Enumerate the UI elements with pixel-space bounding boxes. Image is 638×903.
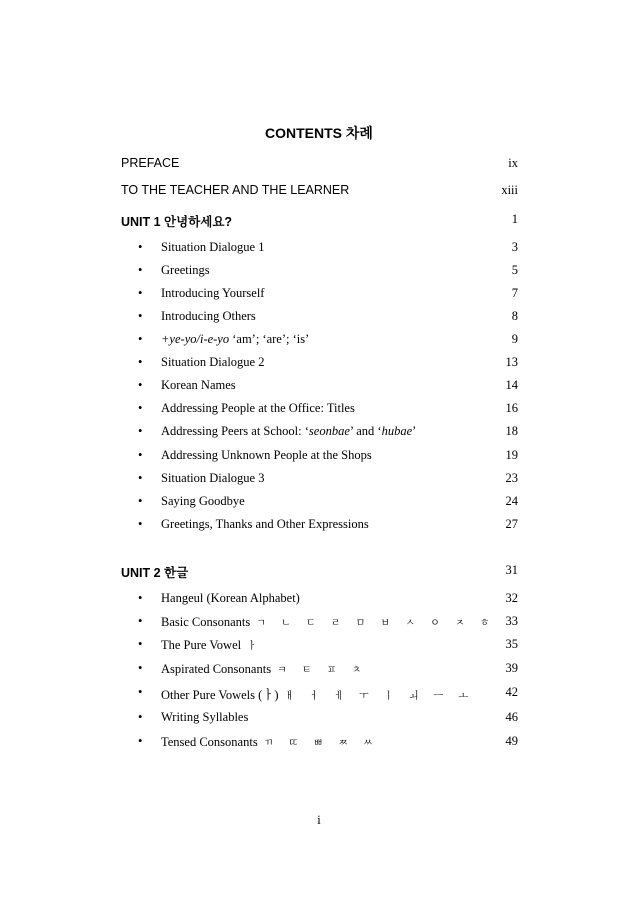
toc-item-page: 42 [505,685,518,699]
toc-item-label [161,661,367,677]
toc-item-label: Hangeul (Korean Alphabet) [161,591,300,605]
bullet-icon: • [138,471,143,485]
toc-item-label: Greetings, Thanks and Other Expressions [161,517,369,531]
toc-item[interactable] [121,424,518,442]
unit-2-heading[interactable] [121,563,518,581]
bullet-icon: • [138,614,143,628]
bullet-icon: • [138,401,143,415]
bullet-icon: • [138,286,143,300]
toc-item-page: 46 [505,710,518,724]
contents-title: CONTENTS 차례 [265,125,373,141]
toc-item[interactable] [121,263,518,281]
bullet-icon: • [138,494,143,508]
bullet-icon: • [138,309,143,323]
toc-entry-label: TO THE TEACHER AND THE LEARNER [121,183,350,197]
korean-letters: ㄲ ㄸ ㅃ ㅉ ㅆ [263,738,379,749]
toc-item[interactable] [121,637,518,655]
korean-letters: ㅏ [247,641,263,652]
bullet-icon: • [138,424,143,438]
toc-item-page: 49 [505,734,518,748]
toc-item-label [161,614,495,630]
korean-letters: ㅋ ㅌ ㅍ ㅊ [277,665,368,676]
bullet-icon: • [138,240,143,254]
toc-item-label-rest: ‘am’; ‘are’; ‘is’ [229,332,310,346]
toc-entry-label: PREFACE [121,156,180,170]
toc-item-label [161,332,309,347]
toc-item-page: 5 [511,263,518,277]
toc-item-label-mid: ’ and ‘ [349,424,382,438]
toc-item-page: 23 [505,471,518,485]
toc-item-text: Tensed Consonants [161,735,258,749]
toc-item-page: 14 [505,378,518,392]
toc-item-label [161,734,379,750]
korean-letters: ㄱ ㄴ ㄷ ㄹ ㅁ ㅂ ㅅ ㅇ ㅈ ㅎ [256,618,496,629]
unit-heading-label: UNIT 2 한글 [121,566,189,580]
bullet-icon: • [138,355,143,369]
toc-item[interactable] [121,401,518,419]
page-number: i [317,813,321,827]
toc-item-page: 3 [511,240,518,254]
toc-item-label: Greetings [161,263,210,277]
toc-item[interactable] [121,734,518,752]
toc-item[interactable] [121,309,518,327]
toc-item-page: 39 [505,661,518,675]
toc-item-label-pre: Addressing Peers at School: ‘ [161,424,309,438]
toc-item-page: 16 [505,401,518,415]
bullet-icon: • [138,517,143,531]
toc-item-label: Korean Names [161,378,236,392]
toc-item-label-italic: hubae [381,424,413,438]
toc-item[interactable] [121,614,518,632]
bullet-icon: • [138,637,143,651]
toc-item[interactable] [121,471,518,489]
toc-item-page: 27 [505,517,518,531]
toc-item-text: Basic Consonants [161,615,251,629]
toc-item[interactable] [121,448,518,466]
toc-item-page: 24 [505,494,518,508]
bullet-icon: • [138,685,143,699]
bullet-icon: • [138,661,143,675]
toc-item-page: 7 [511,286,518,300]
toc-item-label-italic: seonbae [308,424,350,438]
toc-item-text: The Pure Vowel [161,638,242,652]
toc-item-label: Situation Dialogue 2 [161,355,265,369]
toc-item[interactable] [121,355,518,373]
toc-entry-page: 1 [511,212,518,226]
toc-entry-to-the-teacher[interactable] [121,183,518,201]
toc-item-page: 32 [505,591,518,605]
bullet-icon: • [138,378,143,392]
unit-1-heading[interactable] [121,212,518,230]
toc-item-label-italic: +ye-yo/i-e-yo [161,332,230,346]
toc-item-page: 9 [511,332,518,346]
toc-entry-page: xiii [501,183,518,197]
toc-item-label [161,685,474,703]
toc-entry-page: 31 [505,563,518,577]
toc-item-label: Introducing Others [161,309,256,323]
toc-item-label [161,637,263,653]
toc-item-text: Other Pure Vowels (ㅏ) [161,688,279,702]
toc-item-page: 18 [505,424,518,438]
toc-item[interactable] [121,286,518,304]
bullet-icon: • [138,332,143,346]
toc-item-label [161,424,416,439]
toc-item-page: 19 [505,448,518,462]
toc-entry-preface[interactable] [121,156,518,174]
toc-item-page: 8 [511,309,518,323]
toc-item-text: Aspirated Consonants [161,662,272,676]
toc-item-page: 35 [505,637,518,651]
toc-item[interactable] [121,332,518,350]
toc-entry-page: ix [508,156,518,170]
toc-item[interactable] [121,710,518,728]
toc-item[interactable] [121,685,518,703]
toc-item[interactable] [121,661,518,679]
toc-item[interactable] [121,591,518,609]
toc-item-label: Addressing Unknown People at the Shops [161,448,372,462]
toc-item-label: Introducing Yourself [161,286,265,300]
toc-item-label: Addressing People at the Office: Titles [161,401,355,415]
toc-item-label: Situation Dialogue 1 [161,240,265,254]
toc-item-label: Writing Syllables [161,710,249,724]
toc-item[interactable] [121,378,518,396]
bullet-icon: • [138,448,143,462]
toc-item-page: 13 [505,355,518,369]
toc-item[interactable] [121,494,518,512]
bullet-icon: • [138,263,143,277]
toc-item-label-post: ’ [412,424,417,438]
toc-item[interactable] [121,517,518,535]
toc-item[interactable] [121,240,518,258]
toc-item-page: 33 [505,614,518,628]
korean-letters: ㅐ ㅓ ㅔ ㅜ ㅣ ㅚ ㅡ ㅗ [284,691,475,702]
unit-heading-label: UNIT 1 안녕하세요? [121,215,233,229]
toc-item-label: Saying Goodbye [161,494,245,508]
toc-item-label: Situation Dialogue 3 [161,471,265,485]
bullet-icon: • [138,591,143,605]
bullet-icon: • [138,710,143,724]
bullet-icon: • [138,734,143,748]
